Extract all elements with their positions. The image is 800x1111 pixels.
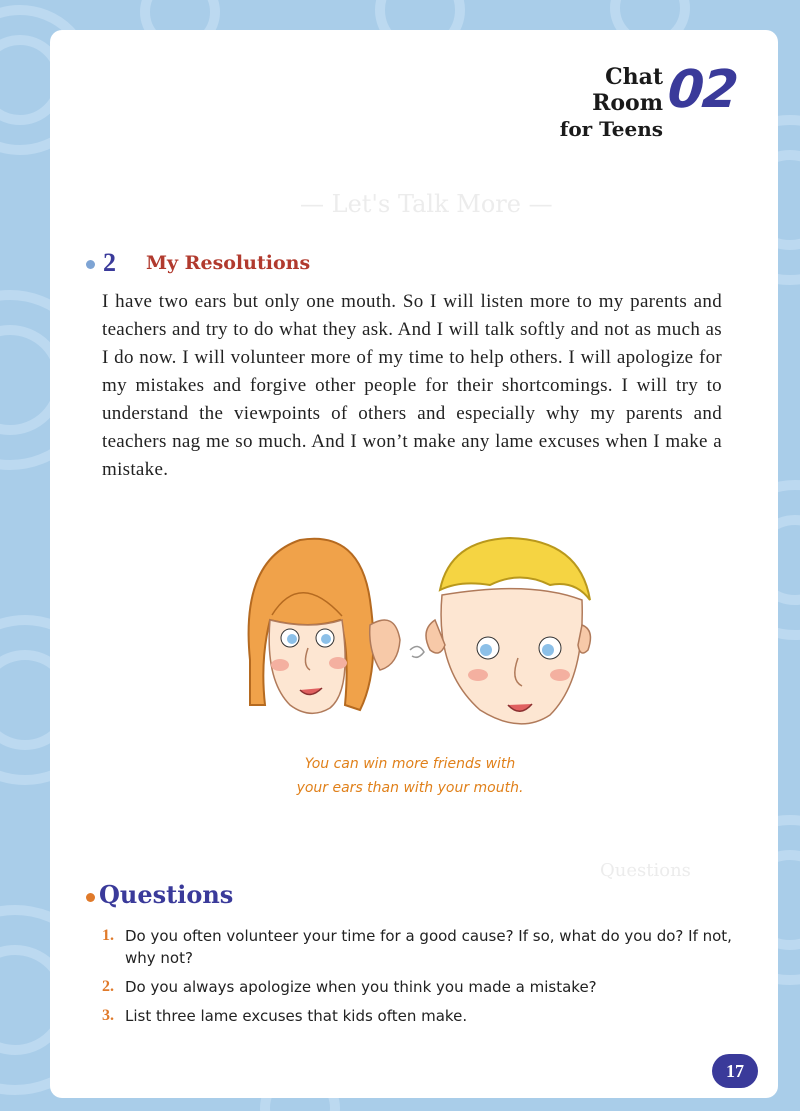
badge-title-line2: for Teens (559, 117, 663, 141)
badge-title (528, 64, 663, 142)
section-bullet-icon (86, 260, 95, 269)
section-number: 2 (103, 248, 116, 277)
question-item (102, 925, 752, 969)
question-text: Do you often volunteer your time for a good cause? If so, what do you do? If not, why not? (125, 927, 732, 967)
two-kids-illustration (230, 530, 610, 740)
girl-face (249, 539, 400, 714)
boy-face (426, 538, 590, 724)
questions-title: Questions (99, 880, 234, 909)
caption-line1: You can win more friends with (304, 756, 516, 772)
bleed-through-text: — Let's Talk More — (300, 190, 553, 218)
question-item (102, 976, 752, 998)
page-number: 17 (712, 1054, 758, 1088)
caption-line2: your ears than with your mouth. (296, 780, 524, 796)
resolutions-paragraph: I have two ears but only one mouth. So I will listen more to my parents and teachers and try to do what they ask. And I will talk softly and not as much as I do now. I will volunteer more of my time to help others. I will apologize for my mistakes and forgive other people for their shortcomings. I will try to understand the viewpoints of others and especially why my parents and teachers nag me so much. And I won’t make any lame excuses when I make a mistake. (102, 291, 722, 480)
question-item (102, 1005, 752, 1027)
question-number: 1. (102, 927, 114, 944)
bleed-through-text: Questions (600, 860, 691, 881)
question-number: 2. (102, 978, 114, 995)
chat-room-badge (528, 60, 739, 141)
questions-list (102, 925, 752, 1034)
questions-bullet-icon (86, 893, 95, 902)
question-text: Do you always apologize when you think you made a mistake? (125, 978, 597, 996)
question-text: List three lame excuses that kids often make. (125, 1007, 468, 1025)
badge-title-line1: Chat Room (592, 64, 663, 116)
question-number: 3. (102, 1007, 114, 1024)
illustration-caption (260, 752, 560, 800)
unit-number: 02 (665, 60, 739, 120)
section-title: My Resolutions (146, 252, 311, 274)
